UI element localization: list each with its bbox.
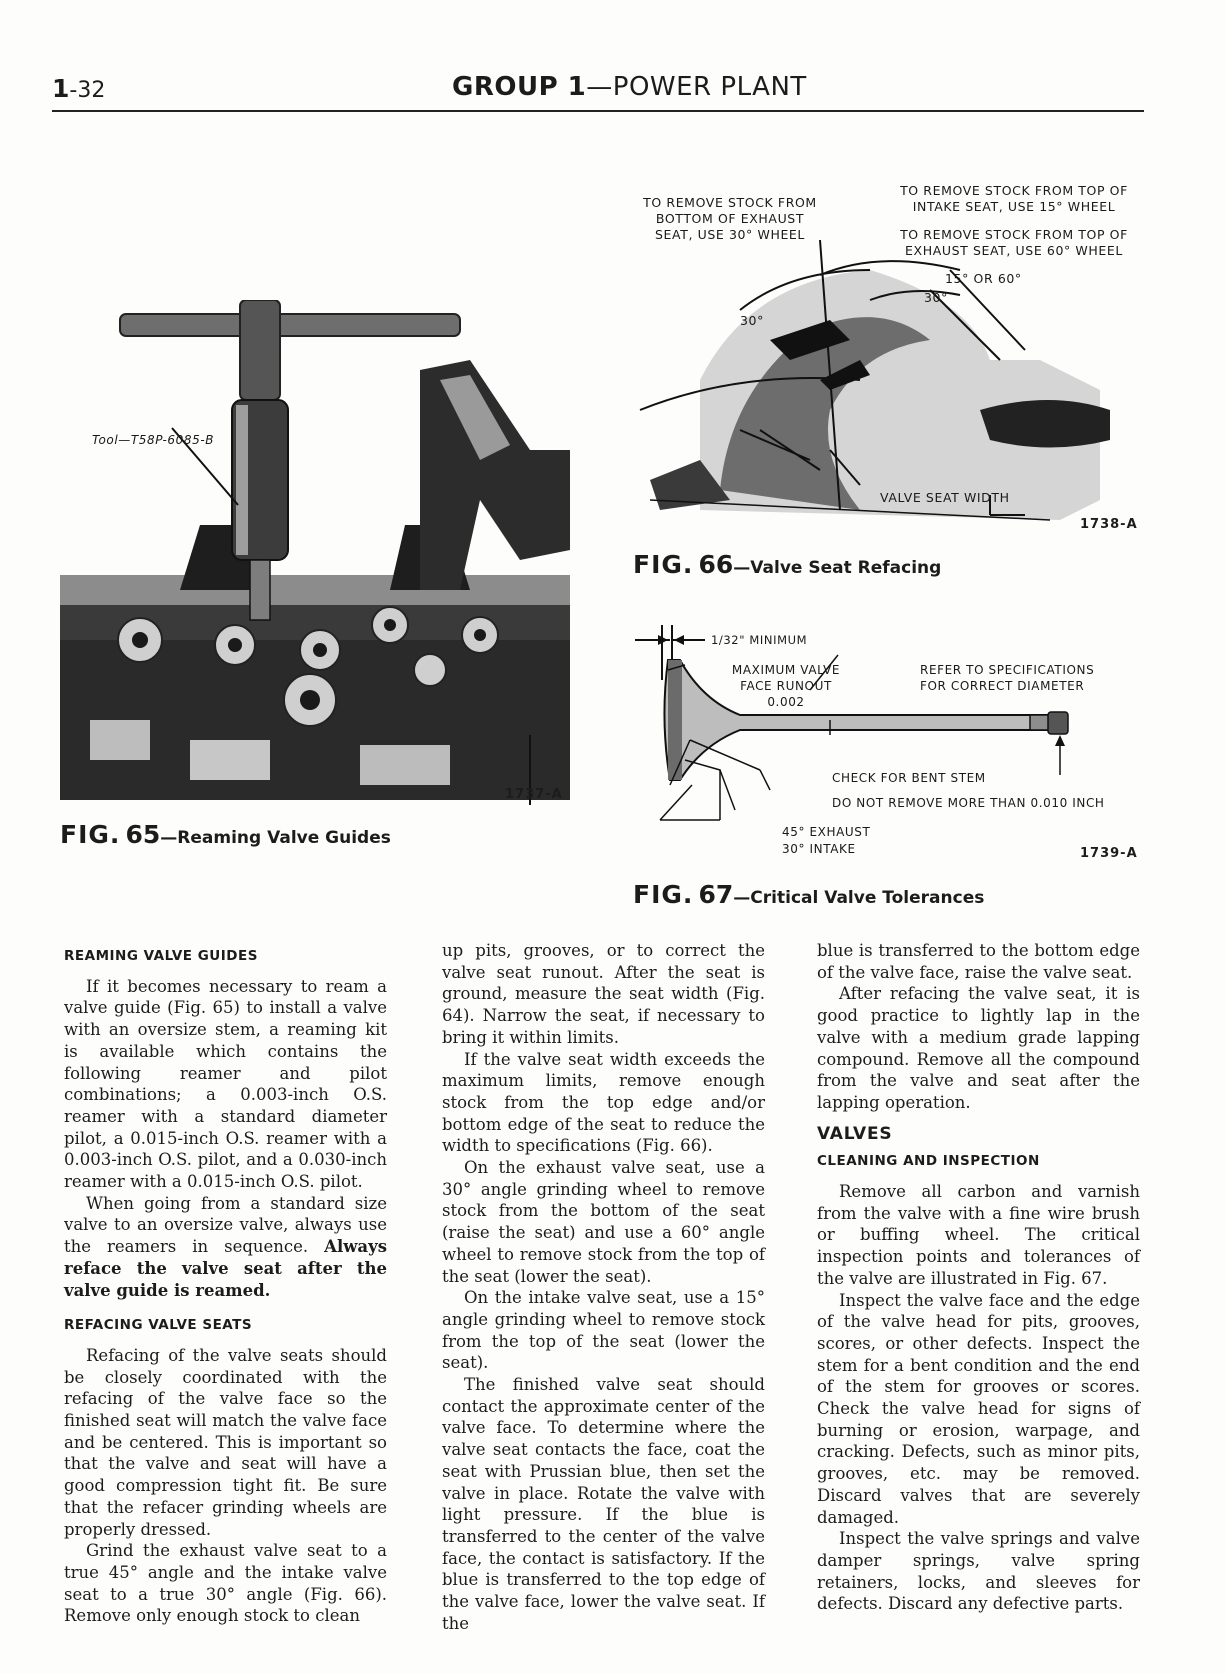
- fig67-label-spec: REFER TO SPECIFICATIONS FOR CORRECT DIAMETER: [920, 663, 1095, 693]
- text-column-2: [442, 940, 765, 1635]
- fig65-code: 1737-A: [505, 787, 563, 802]
- paragraph: If it becomes necessary to ream a valve guide (Fig. 65) to install a valve with an oversize stem, a reaming kit is available which contains the following reamer and pilot combinations; a 0.003-inch O.S. reamer with a standard diameter pilot, a 0.015-inch O.S. reamer with a 0.003-inch O.S. pilot, and a 0.030-inch reamer with a 0.015-inch O.S. pilot.: [64, 976, 387, 1192]
- fig66-label-top-exhaust: TO REMOVE STOCK FROM TOP OF EXHAUST SEAT, USE 60° WHEEL: [900, 227, 1128, 258]
- fig66-label-top-intake: TO REMOVE STOCK FROM TOP OF INTAKE SEAT, USE 15° WHEEL: [900, 183, 1128, 214]
- fig67-caption: FIG. 67—Critical Valve Tolerances: [633, 880, 985, 909]
- fig66-label-30-right: 30°: [924, 290, 948, 305]
- group-title: GROUP 1—POWER PLANT: [452, 72, 807, 102]
- paragraph: The finished valve seat should contact the approximate center of the valve face. To determine where the valve seat contacts the face, coat the seat with Prussian blue, then set the valve in place. Rotate the valve with light pressure. If the blue is transferred to the center of the valve face, the contact is satisfactory. If the blue is transferred to the top edge of the valve face, lower the valve seat. If the: [442, 1375, 765, 1633]
- fig66-label-15-60: 15° OR 60°: [945, 271, 1022, 286]
- fig67-code: 1739-A: [1080, 846, 1138, 861]
- heading-refacing-valve-seats: REFACING VALVE SEATS: [64, 1317, 253, 1334]
- paragraph: Remove all carbon and varnish from the valve with a fine wire brush or buffing wheel. The critical inspection points and tolerances of the valve are illustrated in Fig. 67.: [817, 1182, 1140, 1288]
- paragraph: Refacing of the valve seats should be closely coordinated with the refacing of the valve face so the finished seat will match the valve face and be centered. This is important so that the valve and seat will have a good compression tight fit. Be sure that the refacer grinding wheels are properly dressed.: [64, 1345, 387, 1539]
- fig65-caption: FIG. 65—Reaming Valve Guides: [60, 820, 391, 849]
- paragraph: Grind the exhaust valve seat to a true 45° angle and the intake valve seat to a true 30° angle (Fig. 66). Remove only enough stock to clean: [64, 1541, 387, 1626]
- fig67-label-bent-stem: CHECK FOR BENT STEM: [832, 771, 986, 785]
- fig67-label-runout: MAXIMUM VALVE FACE RUNOUT 0.002: [731, 663, 841, 709]
- paragraph: If the valve seat width exceeds the maximum limits, remove enough stock from the top edge and/or bottom edge of the seat to reduce the width to specifications (Fig. 66).: [442, 1049, 765, 1156]
- fig67-label-intake: 30° INTAKE: [782, 842, 856, 856]
- fig66-code: 1738-A: [1080, 517, 1138, 532]
- fig65-illustration: [60, 300, 570, 805]
- text-column-1: [64, 940, 387, 1627]
- heading-reaming-valve-guides: REAMING VALVE GUIDES: [64, 948, 258, 964]
- fig66-label-bottom: TO REMOVE STOCK FROM BOTTOM OF EXHAUST SEAT, USE 30° WHEEL: [643, 195, 817, 242]
- paragraph: Inspect the valve springs and valve damper springs, valve spring retainers, locks, and sleeves for defects. Discard any defective parts.: [817, 1529, 1140, 1614]
- page-header: [52, 72, 1144, 112]
- paragraph: Inspect the valve face and the edge of the valve head for pits, grooves, scores, or other defects. Inspect the stem for a bent condition and the end of the stem for grooves or scores. Check the valve head for signs of burning or erosion, warpage, and cracking. Defects, such as minor pits, grooves, etc. may be removed. Discard valves that are severely damaged.: [817, 1290, 1140, 1527]
- fig65-tool-label: Tool—T58P-6085-B: [92, 433, 215, 447]
- heading-valves: VALVES: [817, 1123, 893, 1144]
- paragraph: blue is transferred to the bottom edge of the valve face, raise the valve seat.: [817, 941, 1140, 982]
- paragraph: On the exhaust valve seat, use a 30° angle grinding wheel to remove stock from the bottom of the seat (raise the seat) and use a 60° angle wheel to remove stock from the top of the seat (lower the seat).: [442, 1158, 765, 1286]
- fig67-label-minimum: 1/32" MINIMUM: [711, 633, 808, 647]
- paragraph: After refacing the valve seat, it is good practice to lightly lap in the valve with a medium grade lapping compound. Remove all the compound from the valve and seat after the lapping operation.: [817, 984, 1140, 1112]
- text-column-3: [817, 940, 1140, 1615]
- page-number: 1-32: [52, 74, 106, 103]
- heading-cleaning-and-inspection: CLEANING AND INSPECTION: [817, 1153, 1040, 1170]
- paragraph: When going from a standard size valve to an oversize valve, always use the reamers in sequence. Always reface the valve seat after the valve guide is reamed.: [64, 1193, 387, 1300]
- fig66-caption: FIG. 66—Valve Seat Refacing: [633, 550, 942, 579]
- fig66-label-seat-width: VALVE SEAT WIDTH: [880, 490, 1010, 505]
- paragraph: up pits, grooves, or to correct the valve seat runout. After the seat is ground, measure the seat width (Fig. 64). Narrow the seat, if necessary to bring it within limits.: [442, 941, 765, 1047]
- paragraph: On the intake valve seat, use a 15° angle grinding wheel to remove stock from the top of the seat (lower the seat).: [442, 1288, 765, 1373]
- fig67-label-remove: DO NOT REMOVE MORE THAN 0.010 INCH: [832, 796, 1105, 810]
- fig66-label-30-left: 30°: [740, 313, 764, 328]
- fig67-label-exhaust: 45° EXHAUST: [782, 825, 871, 839]
